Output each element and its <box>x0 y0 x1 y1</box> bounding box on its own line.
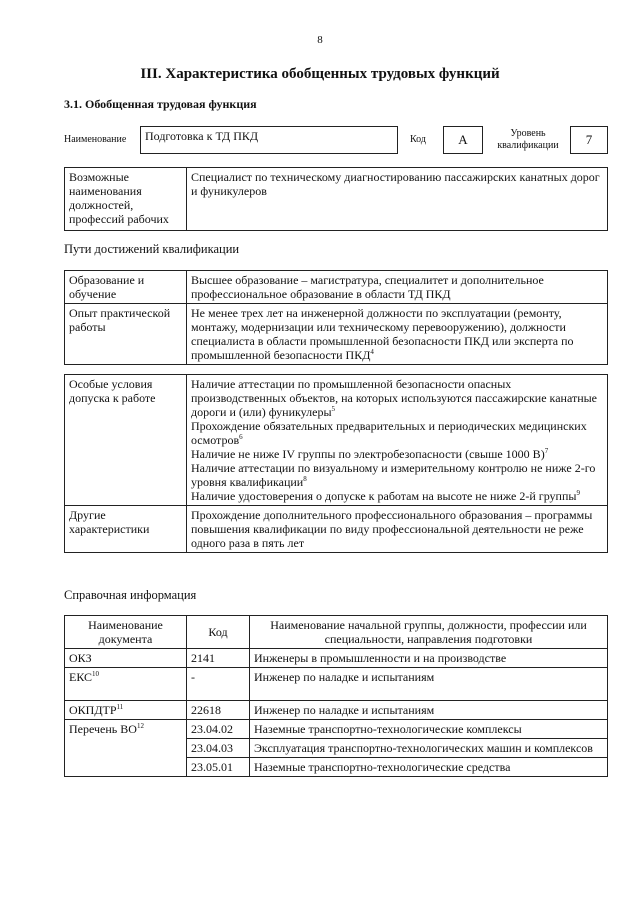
footnote-marker: 10 <box>92 670 100 678</box>
ref-doc <box>65 668 187 701</box>
ref-doc <box>65 720 187 777</box>
header-code: Код <box>187 616 250 649</box>
table-row <box>65 720 608 739</box>
paths-heading: Пути достижений квалификации <box>64 242 240 256</box>
table-row <box>65 375 608 506</box>
education-label: Образование и обучение <box>65 271 187 304</box>
code-value: А <box>458 132 468 147</box>
admission-table <box>64 374 608 553</box>
admission-item-text: Наличие аттестации по промышленной безопасности опасных производственных объектов, на которых используются пассажирские канатные дороги и (или) фуникулеры <box>191 377 598 419</box>
ref-name: Инженер по наладке и испытаниям <box>250 668 608 701</box>
paths-table <box>64 270 608 365</box>
footnote-marker: 11 <box>116 703 124 711</box>
table-header-row <box>65 616 608 649</box>
code-field <box>443 126 483 154</box>
admission-label: Особые условия допуска к работе <box>65 375 187 506</box>
reference-table <box>64 615 608 777</box>
page-number: 8 <box>317 34 323 46</box>
ref-code: 23.04.02 <box>187 720 250 739</box>
level-field <box>570 126 608 154</box>
positions-table <box>64 167 608 231</box>
footnote-marker: 5 <box>331 405 336 413</box>
footnote-marker: 6 <box>239 433 243 441</box>
admission-item-text: Наличие удостоверения о допуске к работам на высоте не ниже 2-й группы <box>191 489 577 503</box>
level-label-line2: квалификации <box>497 140 559 151</box>
ref-doc <box>65 701 187 720</box>
name-value: Подготовка к ТД ПКД <box>145 129 259 143</box>
other-value: Прохождение дополнительного профессионального образования – программы повышения квалификации по виду профессиональной деятельности не реже одного раза в пять лет <box>187 506 608 553</box>
ref-code: 23.04.03 <box>187 739 250 758</box>
experience-label: Опыт практической работы <box>65 304 187 365</box>
name-label: Наименование <box>64 134 127 145</box>
footnote-marker: 4 <box>370 348 374 356</box>
level-label <box>488 128 568 152</box>
ref-name: Эксплуатация транспортно-технологических машин и комплексов <box>250 739 608 758</box>
ref-doc-text: Перечень ВО <box>69 722 137 736</box>
ref-code: 23.05.01 <box>187 758 250 777</box>
table-row <box>65 271 608 304</box>
ref-code: 22618 <box>187 701 250 720</box>
table-row <box>65 649 608 668</box>
section-title: III. Характеристика обобщенных трудовых функций <box>140 66 500 82</box>
table-row <box>65 701 608 720</box>
code-label: Код <box>410 134 426 145</box>
ref-doc-text: ЕКС <box>69 670 93 684</box>
ref-doc <box>65 649 187 668</box>
admission-item <box>191 461 603 489</box>
level-label-line1: Уровень <box>510 128 546 139</box>
reference-heading: Справочная информация <box>64 588 197 602</box>
admission-item-text: Наличие не ниже IV группы по электробезопасности (свыше 1000 В) <box>191 447 545 461</box>
table-row <box>65 506 608 553</box>
table-row <box>65 168 608 231</box>
name-field <box>140 126 398 154</box>
header-doc: Наименование документа <box>65 616 187 649</box>
footnote-marker: 12 <box>136 722 144 730</box>
table-row <box>65 668 608 701</box>
positions-label: Возможные наименования должностей, профессий рабочих <box>65 168 187 231</box>
admission-cell <box>187 375 608 506</box>
experience-cell <box>187 304 608 365</box>
ref-name: Инженер по наладке и испытаниям <box>250 701 608 720</box>
ref-name: Наземные транспортно-технологические средства <box>250 758 608 777</box>
header-name: Наименование начальной группы, должности, профессии или специальности, направления подготовки <box>250 616 608 649</box>
admission-item-text: Прохождение обязательных предварительных и периодических медицинских осмотров <box>191 419 587 447</box>
ref-doc-text: ОКПДТР <box>69 703 117 717</box>
level-value: 7 <box>585 132 593 147</box>
education-value: Высшее образование – магистратура, специалитет и дополнительное профессиональное образование в области ТД ПКД <box>187 271 608 304</box>
subsection-title: 3.1. Обобщенная трудовая функция <box>64 97 257 111</box>
table-row <box>65 304 608 365</box>
footnote-marker: 8 <box>303 475 307 483</box>
ref-code: 2141 <box>187 649 250 668</box>
other-label: Другие характеристики <box>65 506 187 553</box>
admission-item-text: Наличие аттестации по визуальному и измерительному контролю не ниже 2-го уровня квалификации <box>191 461 596 489</box>
ref-doc-text: ОКЗ <box>69 651 92 665</box>
ref-name: Инженеры в промышленности и на производстве <box>250 649 608 668</box>
experience-value: Не менее трех лет на инженерной должности по эксплуатации (ремонту, монтажу, модернизации или техническому перевооружению), должности специалиста в области промышленной безопасности ПКД или эксперта по промышленной безопасности ПКД <box>191 306 574 362</box>
footnote-marker: 7 <box>544 447 549 455</box>
ref-name: Наземные транспортно-технологические комплексы <box>250 720 608 739</box>
admission-item <box>191 377 603 419</box>
ref-code: - <box>187 668 250 701</box>
positions-value: Специалист по техническому диагностированию пассажирских канатных дорог и фуникулеров <box>187 168 608 231</box>
admission-item <box>191 489 603 503</box>
admission-item <box>191 447 603 461</box>
footnote-marker: 9 <box>576 489 580 497</box>
admission-item <box>191 419 603 447</box>
